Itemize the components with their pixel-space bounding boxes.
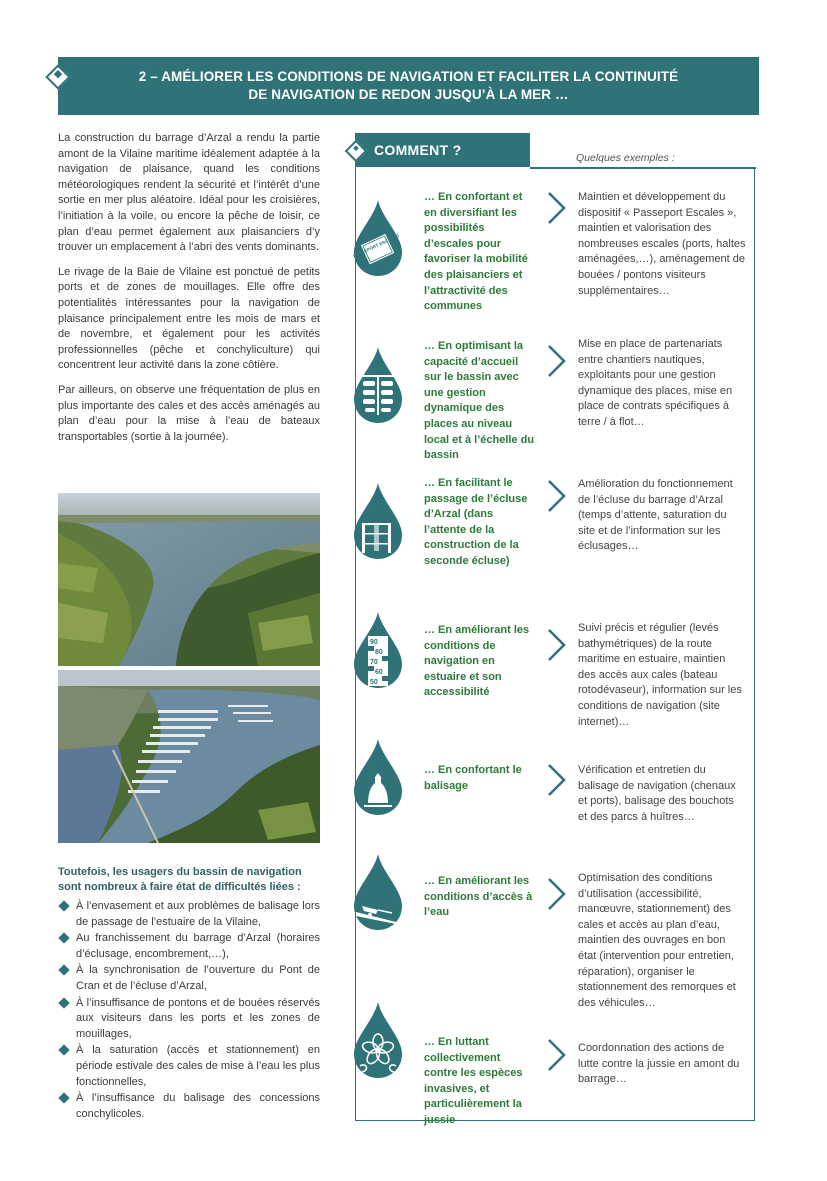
- svg-text:80: 80: [375, 649, 383, 656]
- action-text: … En améliorant les conditions de navigation en estuaire et son accessibilité: [424, 624, 530, 699]
- chevron-right-icon: [546, 343, 568, 379]
- depth-gauge-icon: [352, 610, 404, 690]
- water-primrose-icon: [352, 1000, 404, 1080]
- marina-icon: [352, 345, 404, 425]
- passport-icon: [352, 198, 404, 278]
- svg-text:90: 90: [370, 639, 378, 646]
- intro-paragraph: La construction du barrage d’Arzal a rendu la partie amont de la Vilaine maritime idéalement adaptée à la navigation de plaisance, quand les conditions météorologiques rendent la sécurité et l’intérêt d’une sortie en mer plus aléatoire. Idéal pour les croisières, l’initiation à la voile, ou encore la pêche de loisir, ce plan d’eau permet également aux plaisanciers d’y trouver un emplacement à l’abri des vents dominants.: [58, 132, 320, 254]
- chevron-right-icon: [546, 876, 568, 912]
- diamond-bullet-icon: [58, 933, 69, 944]
- list-item: À l’insuffisance de pontons et de bouées réservés aux visiteurs dans les ports et les zones de mouillages,: [58, 996, 320, 1043]
- intro-paragraph: Le rivage de la Baie de Vilaine est ponctué de petits ports et de zones de mouillages. Elle offre des potentialités intéressantes pour la navigation de plaisance principalement entre les mois de mars et de novembre, et également pour les activités professionnelles (pêche et conchyliculture) qui concentrent leur activité dans la zone côtière.: [58, 265, 320, 372]
- aerial-photo-marina: [58, 670, 320, 843]
- action-text: … En luttant collectivement contre les espèces invasives, et particulièrement la jussie: [424, 1036, 523, 1126]
- example-text: Suivi précis et régulier (levés bathymétriques) de la route maritime en estuaire, maintien des accès aux cales (bateau rotodévaseur), information sur les conditions de navigation (site internet)…: [578, 622, 742, 728]
- diamond-bullet-icon: [58, 1045, 69, 1056]
- action-text: … En améliorant les conditions d’accès à l’eau: [424, 875, 533, 919]
- boat-ramp-icon: [352, 852, 404, 932]
- header-line-2: DE NAVIGATION DE REDON JUSQU’À LA MER …: [248, 87, 569, 102]
- svg-text:50: 50: [370, 679, 378, 686]
- list-item: À l’insuffisance du balisage des concessions conchylicoles.: [58, 1091, 320, 1122]
- intro-paragraph: Par ailleurs, on observe une fréquentation de plus en plus importante des cales et des accès aménagés au plan d’eau pour la mise à l’eau de bateaux transportables (sortie à la journée).: [58, 383, 320, 443]
- example-text: Amélioration du fonctionnement de l’écluse du barrage d’Arzal (temps d’attente, saturation du site et de l’information sur les éclusages…: [578, 478, 733, 553]
- diamond-bullet-icon: [58, 997, 69, 1008]
- action-text: … En confortant le balisage: [424, 764, 522, 792]
- svg-text:PASSEPORT ESCALES: PASSEPORT ESCALES: [352, 233, 400, 259]
- chevron-right-icon: [546, 1037, 568, 1073]
- chevron-right-icon: [546, 190, 568, 226]
- comment-frame-top: [530, 167, 756, 169]
- action-text: … En confortant et en diversifiant les possibilités d’escales pour favoriser la mobilité des plaisanciers et l’attractivité des communes: [424, 191, 528, 313]
- example-text: Optimisation des conditions d’utilisation (accessibilité, manœuvre, stationnement) des cales et accès au plan d’eau, maintien des ouvrages en bon état (intervention pour entretien, réparation), organiser le stationnement des remorques et des véhicules…: [578, 872, 736, 1009]
- issues-title: Toutefois, les usagers du bassin de navigation sont nombreux à faire état de difficultés liées :: [58, 866, 302, 893]
- buoy-icon: [352, 737, 404, 817]
- example-text: Mise en place de partenariats entre chantiers nautiques, exploitants pour une gestion dynamique des places, mise en place de contrats spécifiques à terre / à flot…: [578, 338, 733, 428]
- chevron-right-icon: [546, 627, 568, 663]
- aerial-photo-estuary: [58, 493, 320, 666]
- header-line-1: 2 – AMÉLIORER LES CONDITIONS DE NAVIGATION ET FACILITER LA CONTINUITÉ: [138, 69, 679, 84]
- list-item: À la synchronisation de l’ouverture du Pont de Cran et de l’écluse d’Arzal,: [58, 963, 320, 994]
- list-item: À l’envasement et aux problèmes de balisage lors de passage de l’estuaire de la Vilaine,: [58, 899, 320, 930]
- example-text: Maintien et développement du dispositif « Passeport Escales », maintien et valorisation des nombreuses escales (ports, haltes aménagées,…), aménagement de bouées / pontons visiteurs supplémentaires…: [578, 191, 746, 297]
- section-header: [58, 57, 759, 115]
- svg-text:60: 60: [375, 669, 383, 676]
- lock-gate-icon: [352, 481, 404, 561]
- list-item: À la saturation (accès et stationnement) en période estivale des cales de mise à l’eau les plus fonctionnelles,: [58, 1043, 320, 1090]
- comment-header: COMMENT ?: [355, 133, 530, 167]
- action-text: … En facilitant le passage de l’écluse d’Arzal (dans l’attente de la construction de la seconde écluse): [424, 477, 528, 567]
- list-item: Au franchissement du barrage d’Arzal (horaires d’éclusage, encombrement,…),: [58, 931, 320, 962]
- chevron-right-icon: [546, 478, 568, 514]
- intro-text: [58, 131, 320, 454]
- example-text: Vérification et entretien du balisage de navigation (chenaux et ports), balisage des bouchots et des parcs à huîtres…: [578, 764, 736, 823]
- example-text: Coordonnation des actions de lutte contre la jussie en amont du barrage…: [578, 1042, 740, 1086]
- svg-text:70: 70: [370, 659, 378, 666]
- diamond-bullet-icon: [58, 965, 69, 976]
- diamond-bullet-icon: [58, 1092, 69, 1103]
- chevron-right-icon: [546, 762, 568, 798]
- diamond-bullet-icon: [58, 900, 69, 911]
- issues-list: [58, 899, 320, 1123]
- action-text: … En optimisant la capacité d’accueil sur le bassin avec une gestion dynamique des places au niveau local et à l’échelle du bassin: [424, 340, 535, 462]
- examples-label: Quelques exemples :: [576, 152, 675, 164]
